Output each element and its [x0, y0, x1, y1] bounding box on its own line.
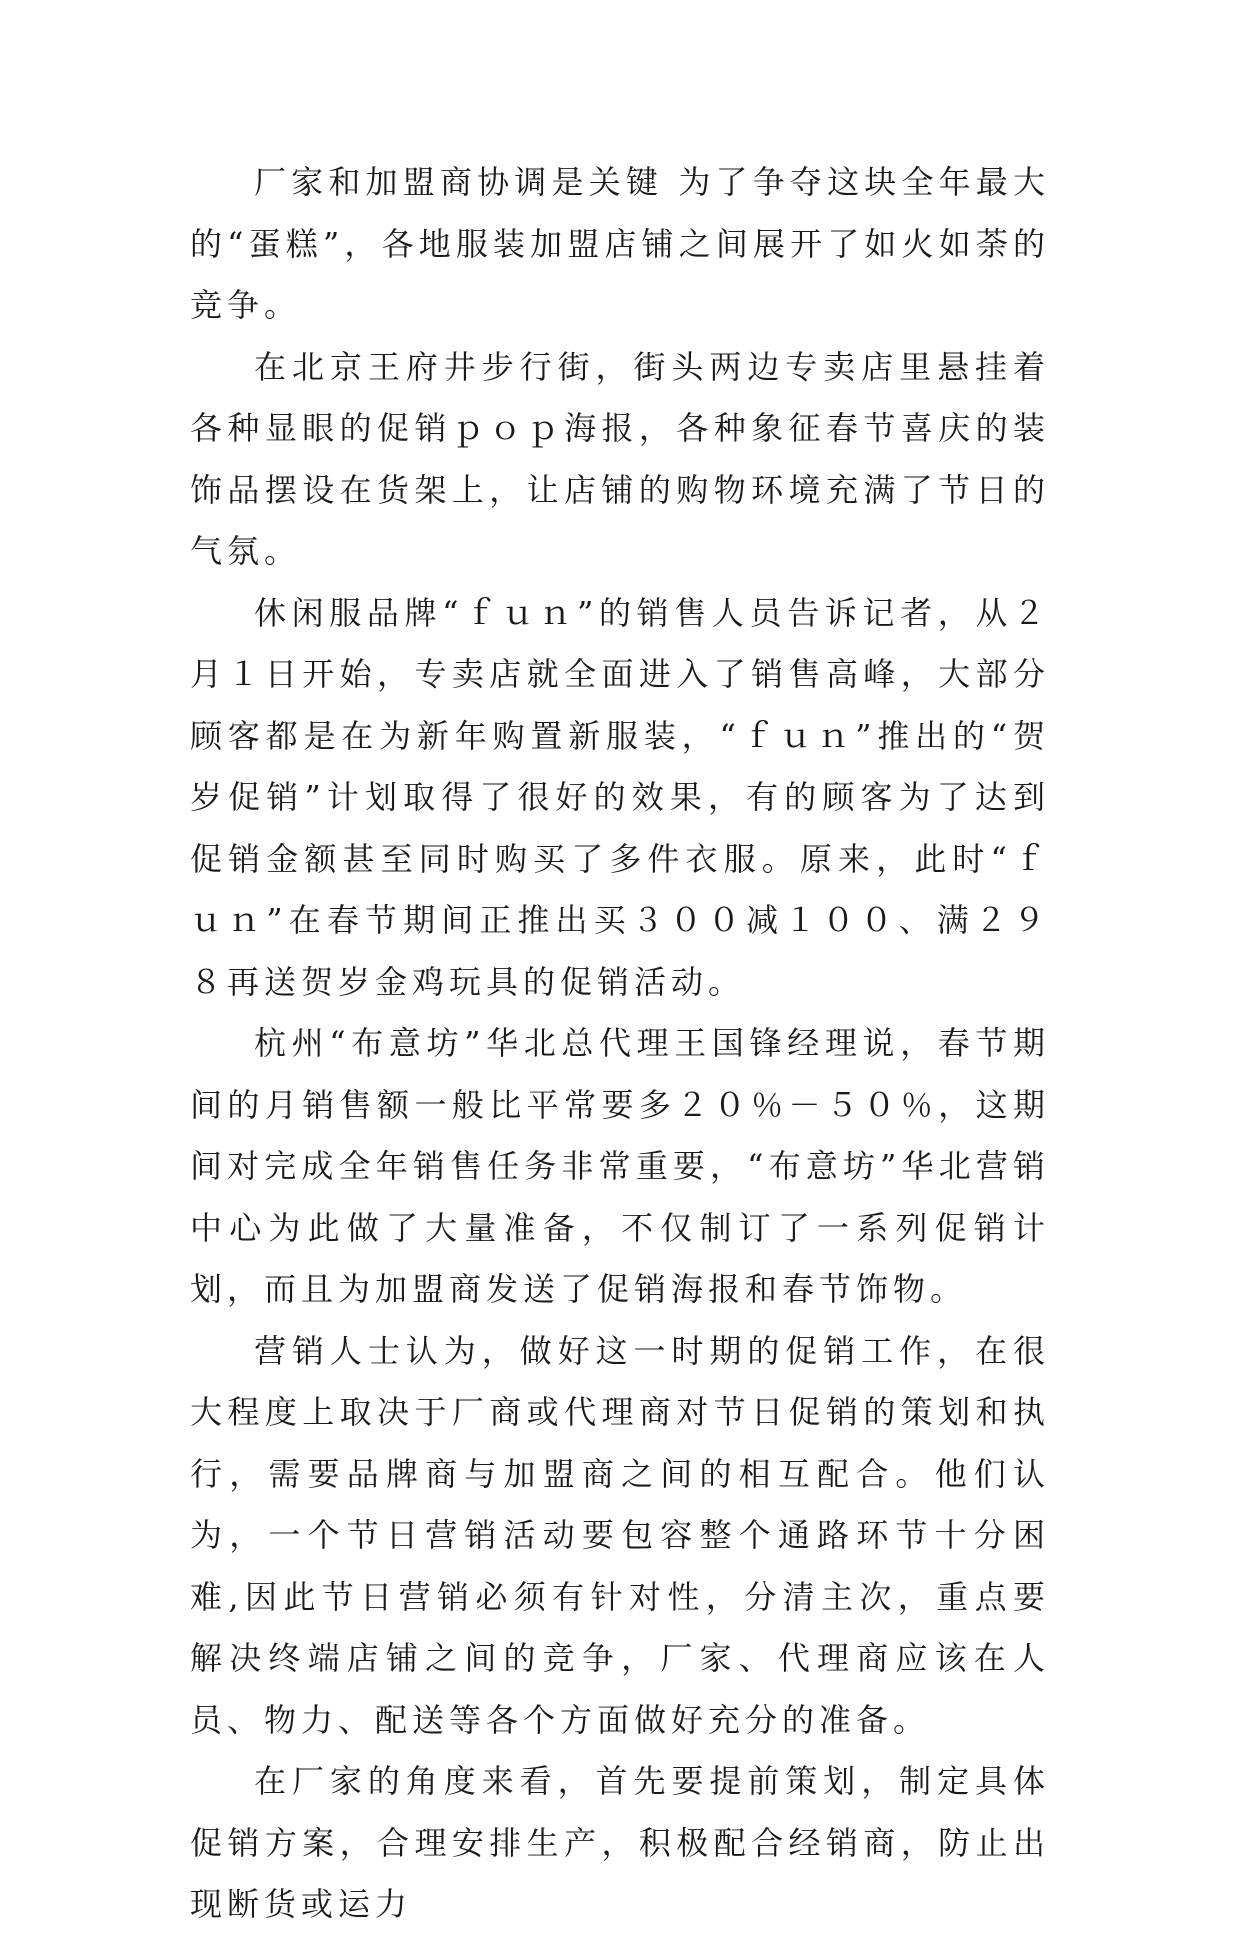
paragraph-4: 杭州“布意坊”华北总代理王国锋经理说，春节期间的月销售额一般比平常要多２０％－５０％，这期间对完成全年销售任务非常重要，“布意坊”华北营销中心为此做了大量准备，不仅制订了一系列促销计划，而且为加盟商发送了促销海报和春节饰物。 [190, 1024, 1050, 1308]
paragraph-2: 在北京王府井步行街，街头两边专卖店里悬挂着各种显眼的促销ｐｏｐ海报，各种象征春节喜庆的装饰品摆设在货架上，让店铺的购物环境充满了节日的气氛。 [190, 347, 1050, 570]
paragraph-1: 厂家和加盟商协调是关键 为了争夺这块全年最大的“蛋糕”，各地服装加盟店铺之间展开了如火如荼的竞争。 [190, 163, 1050, 324]
paragraph-6: 在厂家的角度来看，首先要提前策划，制定具体促销方案，合理安排生产，积极配合经销商，防止出现断货或运力 [190, 1762, 1050, 1923]
document-body [190, 152, 1050, 1936]
paragraph-5: 营销人士认为，做好这一时期的促销工作，在很大程度上取决于厂商或代理商对节日促销的策划和执行，需要品牌商与加盟商之间的相互配合。他们认为，一个节日营销活动要包容整个通路环节十分困难,因此节日营销必须有针对性，分清主次，重点要解决终端店铺之间的竞争，厂家、代理商应该在人员、物力、配送等各个方面做好充分的准备。 [190, 1331, 1050, 1739]
paragraph-3: 休闲服品牌“ｆｕｎ”的销售人员告诉记者，从２月１日开始，专卖店就全面进入了销售高峰，大部分顾客都是在为新年购置新服装，“ｆｕｎ”推出的“贺岁促销”计划取得了很好的效果，有的顾客为了达到促销金额甚至同时购买了多件衣服。原来，此时“ｆｕｎ”在春节期间正推出买３００减１００、满２９８再送贺岁金鸡玩具的促销活动。 [190, 593, 1050, 1001]
